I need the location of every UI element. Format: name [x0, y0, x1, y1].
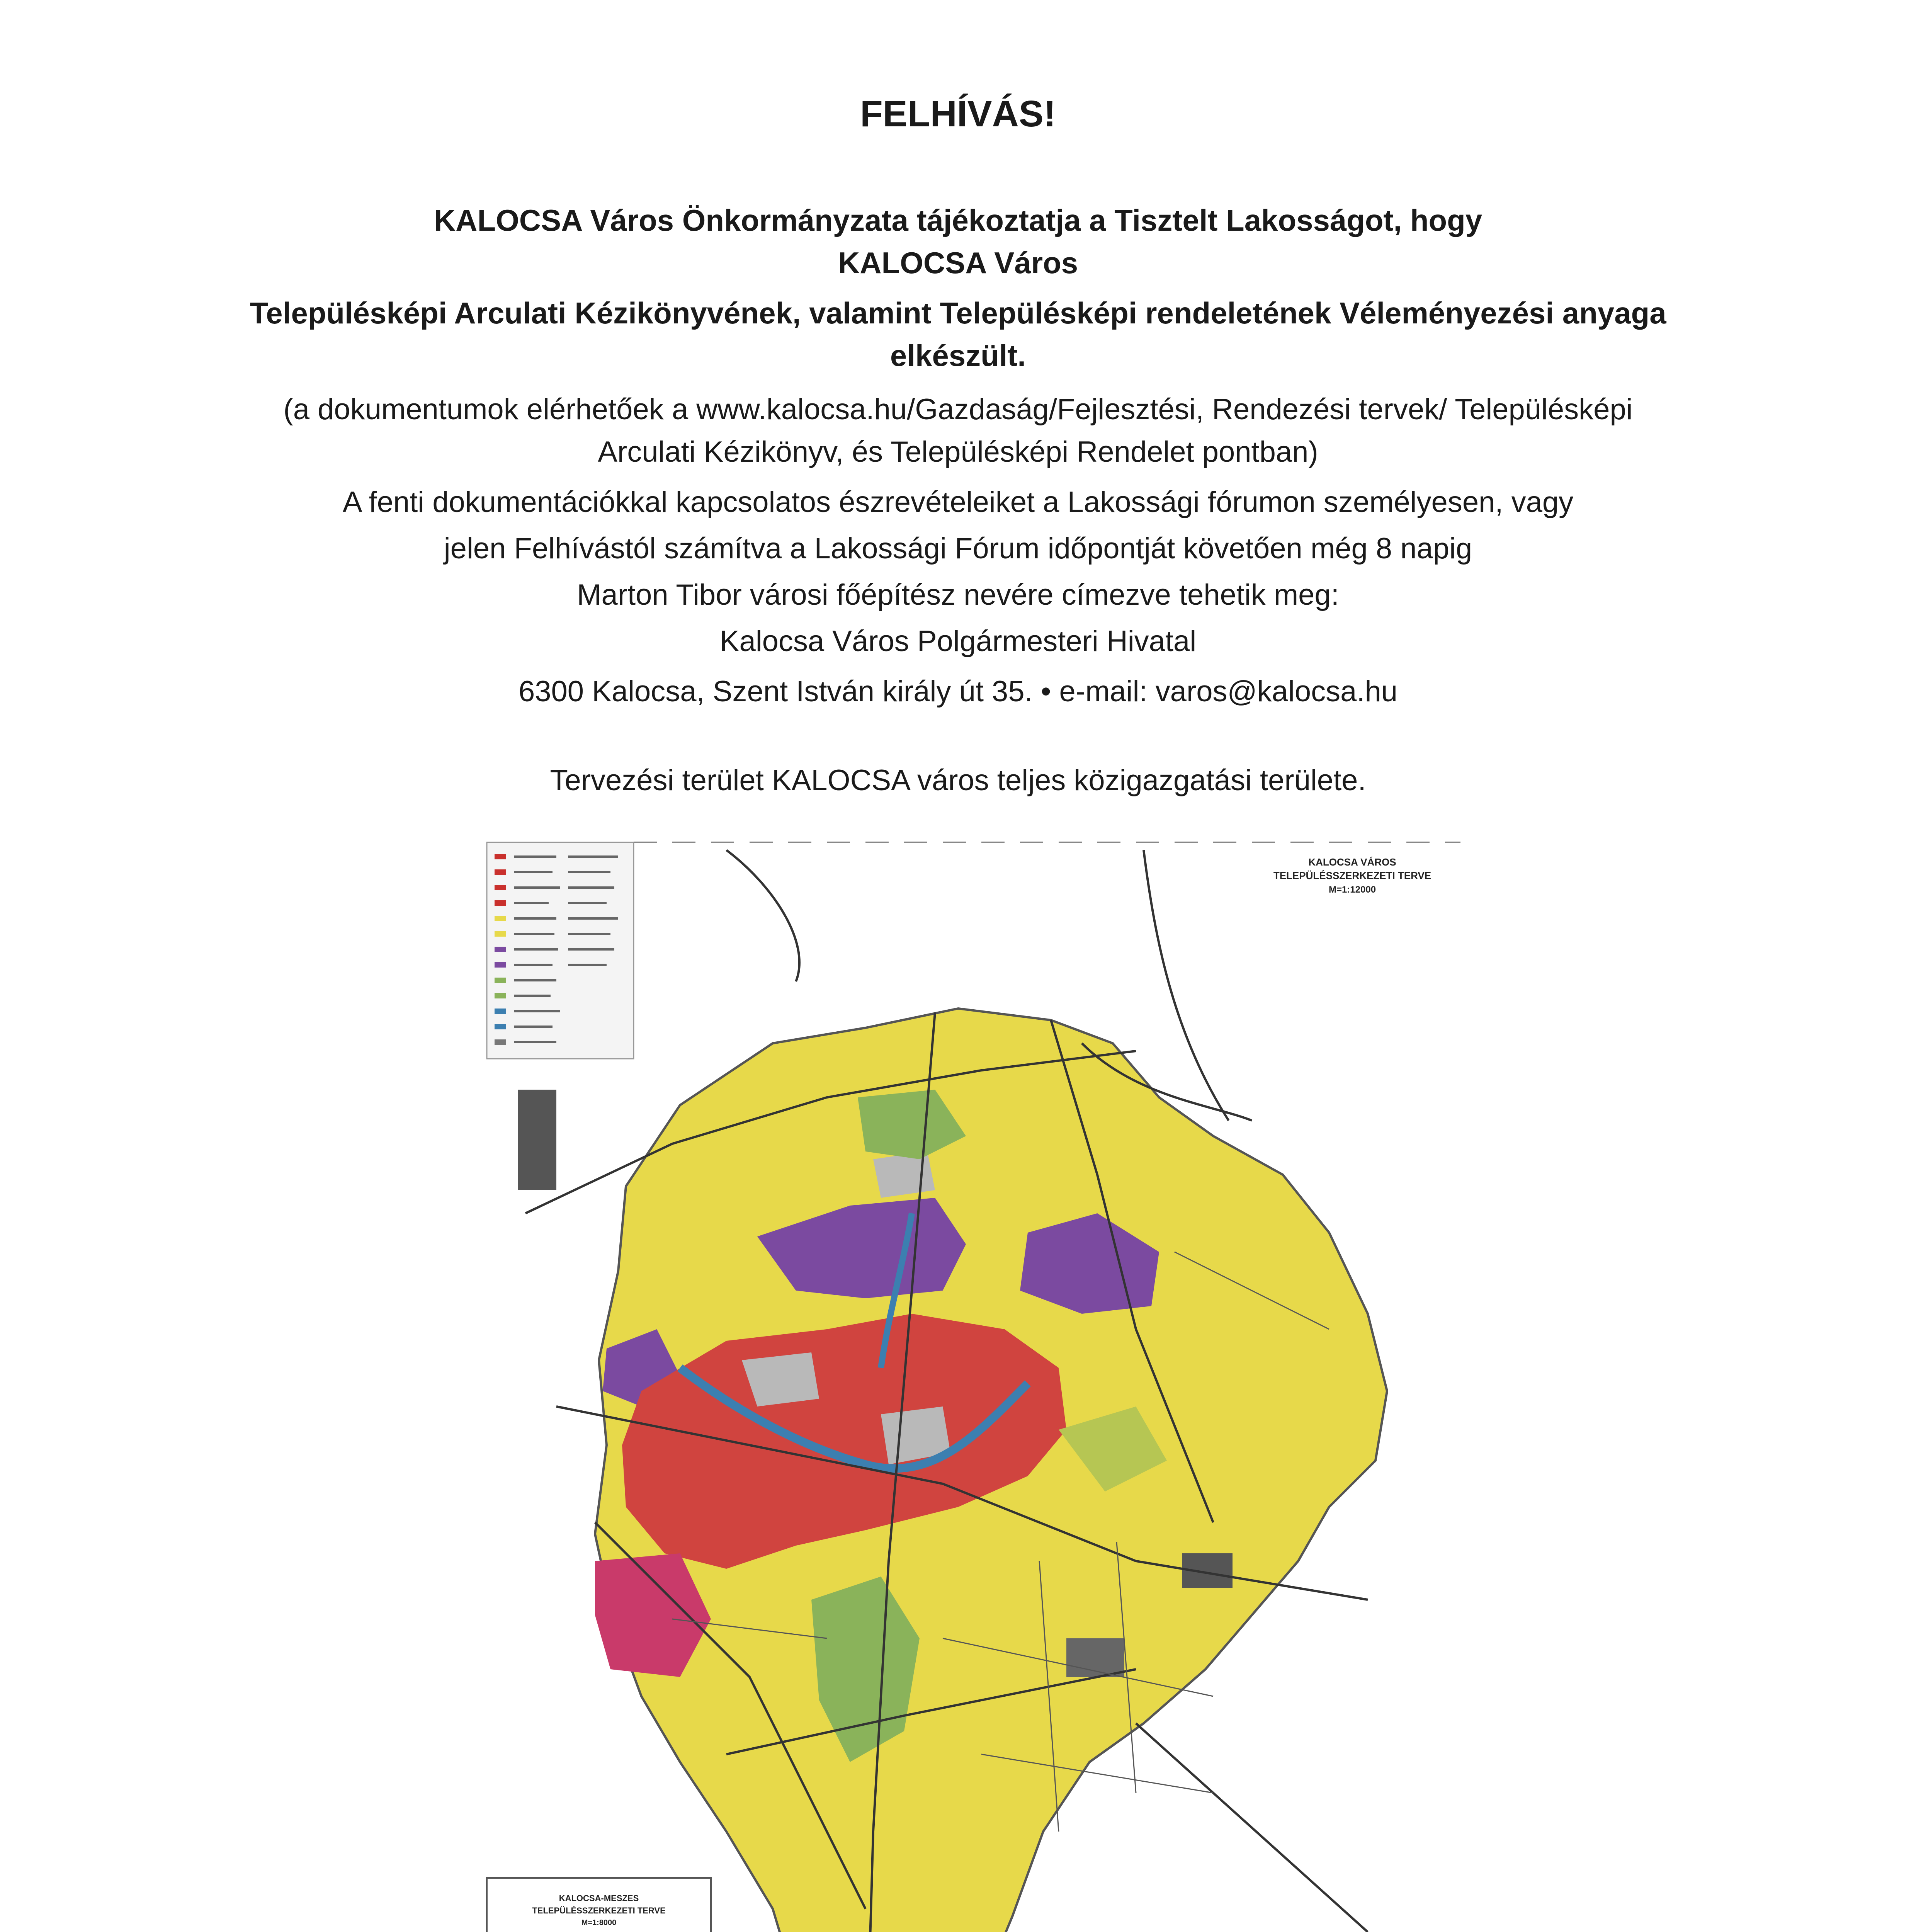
inset-map — [487, 1878, 711, 1932]
map-scale: M=1:12000 — [1328, 884, 1376, 895]
details-line-3: A fenti dokumentációkkal kapcsolatos észrevételeiket a Lakossági fórumon személyesen, vagy — [342, 486, 1574, 519]
intro-line-1: KALOCSA Város Önkormányzata tájékoztatja a Tisztelt Lakosságot, hogy — [434, 203, 1482, 237]
intro-line-4: elkészült. — [890, 338, 1026, 372]
map-title-line-2: TELEPÜLÉSSZERKEZETI TERVE — [1273, 870, 1431, 881]
intro-line-3: Településképi Arculati Kézikönyvének, valamint Településképi rendeletének Véleményezési anyaga — [250, 296, 1666, 330]
map-title-line-1: KALOCSA VÁROS — [1308, 856, 1396, 868]
details-line-7: 6300 Kalocsa, Szent István király út 35. • e-mail: varos@kalocsa.hu — [518, 675, 1398, 708]
inset-title-line-1: KALOCSA-MESZES — [559, 1893, 639, 1903]
details-line-1: (a dokumentumok elérhetőek a www.kalocsa.hu/Gazdaság/Fejlesztési, Rendezési tervek/ Településképi — [283, 393, 1633, 426]
inset-title-line-2: TELEPÜLÉSSZERKEZETI TERVE — [532, 1906, 666, 1915]
details-line-2: Arculati Kézikönyv, és Településképi Rendelet pontban) — [598, 435, 1318, 468]
intro-line-2: KALOCSA Város — [838, 246, 1078, 280]
details-line-4: jelen Felhívástól számítva a Lakossági Fórum időpontját követően még 8 napig — [444, 532, 1472, 565]
details-line-5: Marton Tibor városi főépítész nevére címezve tehetik meg: — [577, 578, 1339, 611]
details-line-6: Kalocsa Város Polgármesteri Hivatal — [719, 625, 1197, 658]
page-title: FELHÍVÁS! — [860, 93, 1056, 134]
settlement-structure-map — [479, 827, 1468, 1932]
inset-scale: M=1:8000 — [581, 1918, 617, 1927]
map-legend — [487, 842, 634, 1059]
planning-area-line: Tervezési terület KALOCSA város teljes közigazgatási területe. — [550, 764, 1366, 797]
